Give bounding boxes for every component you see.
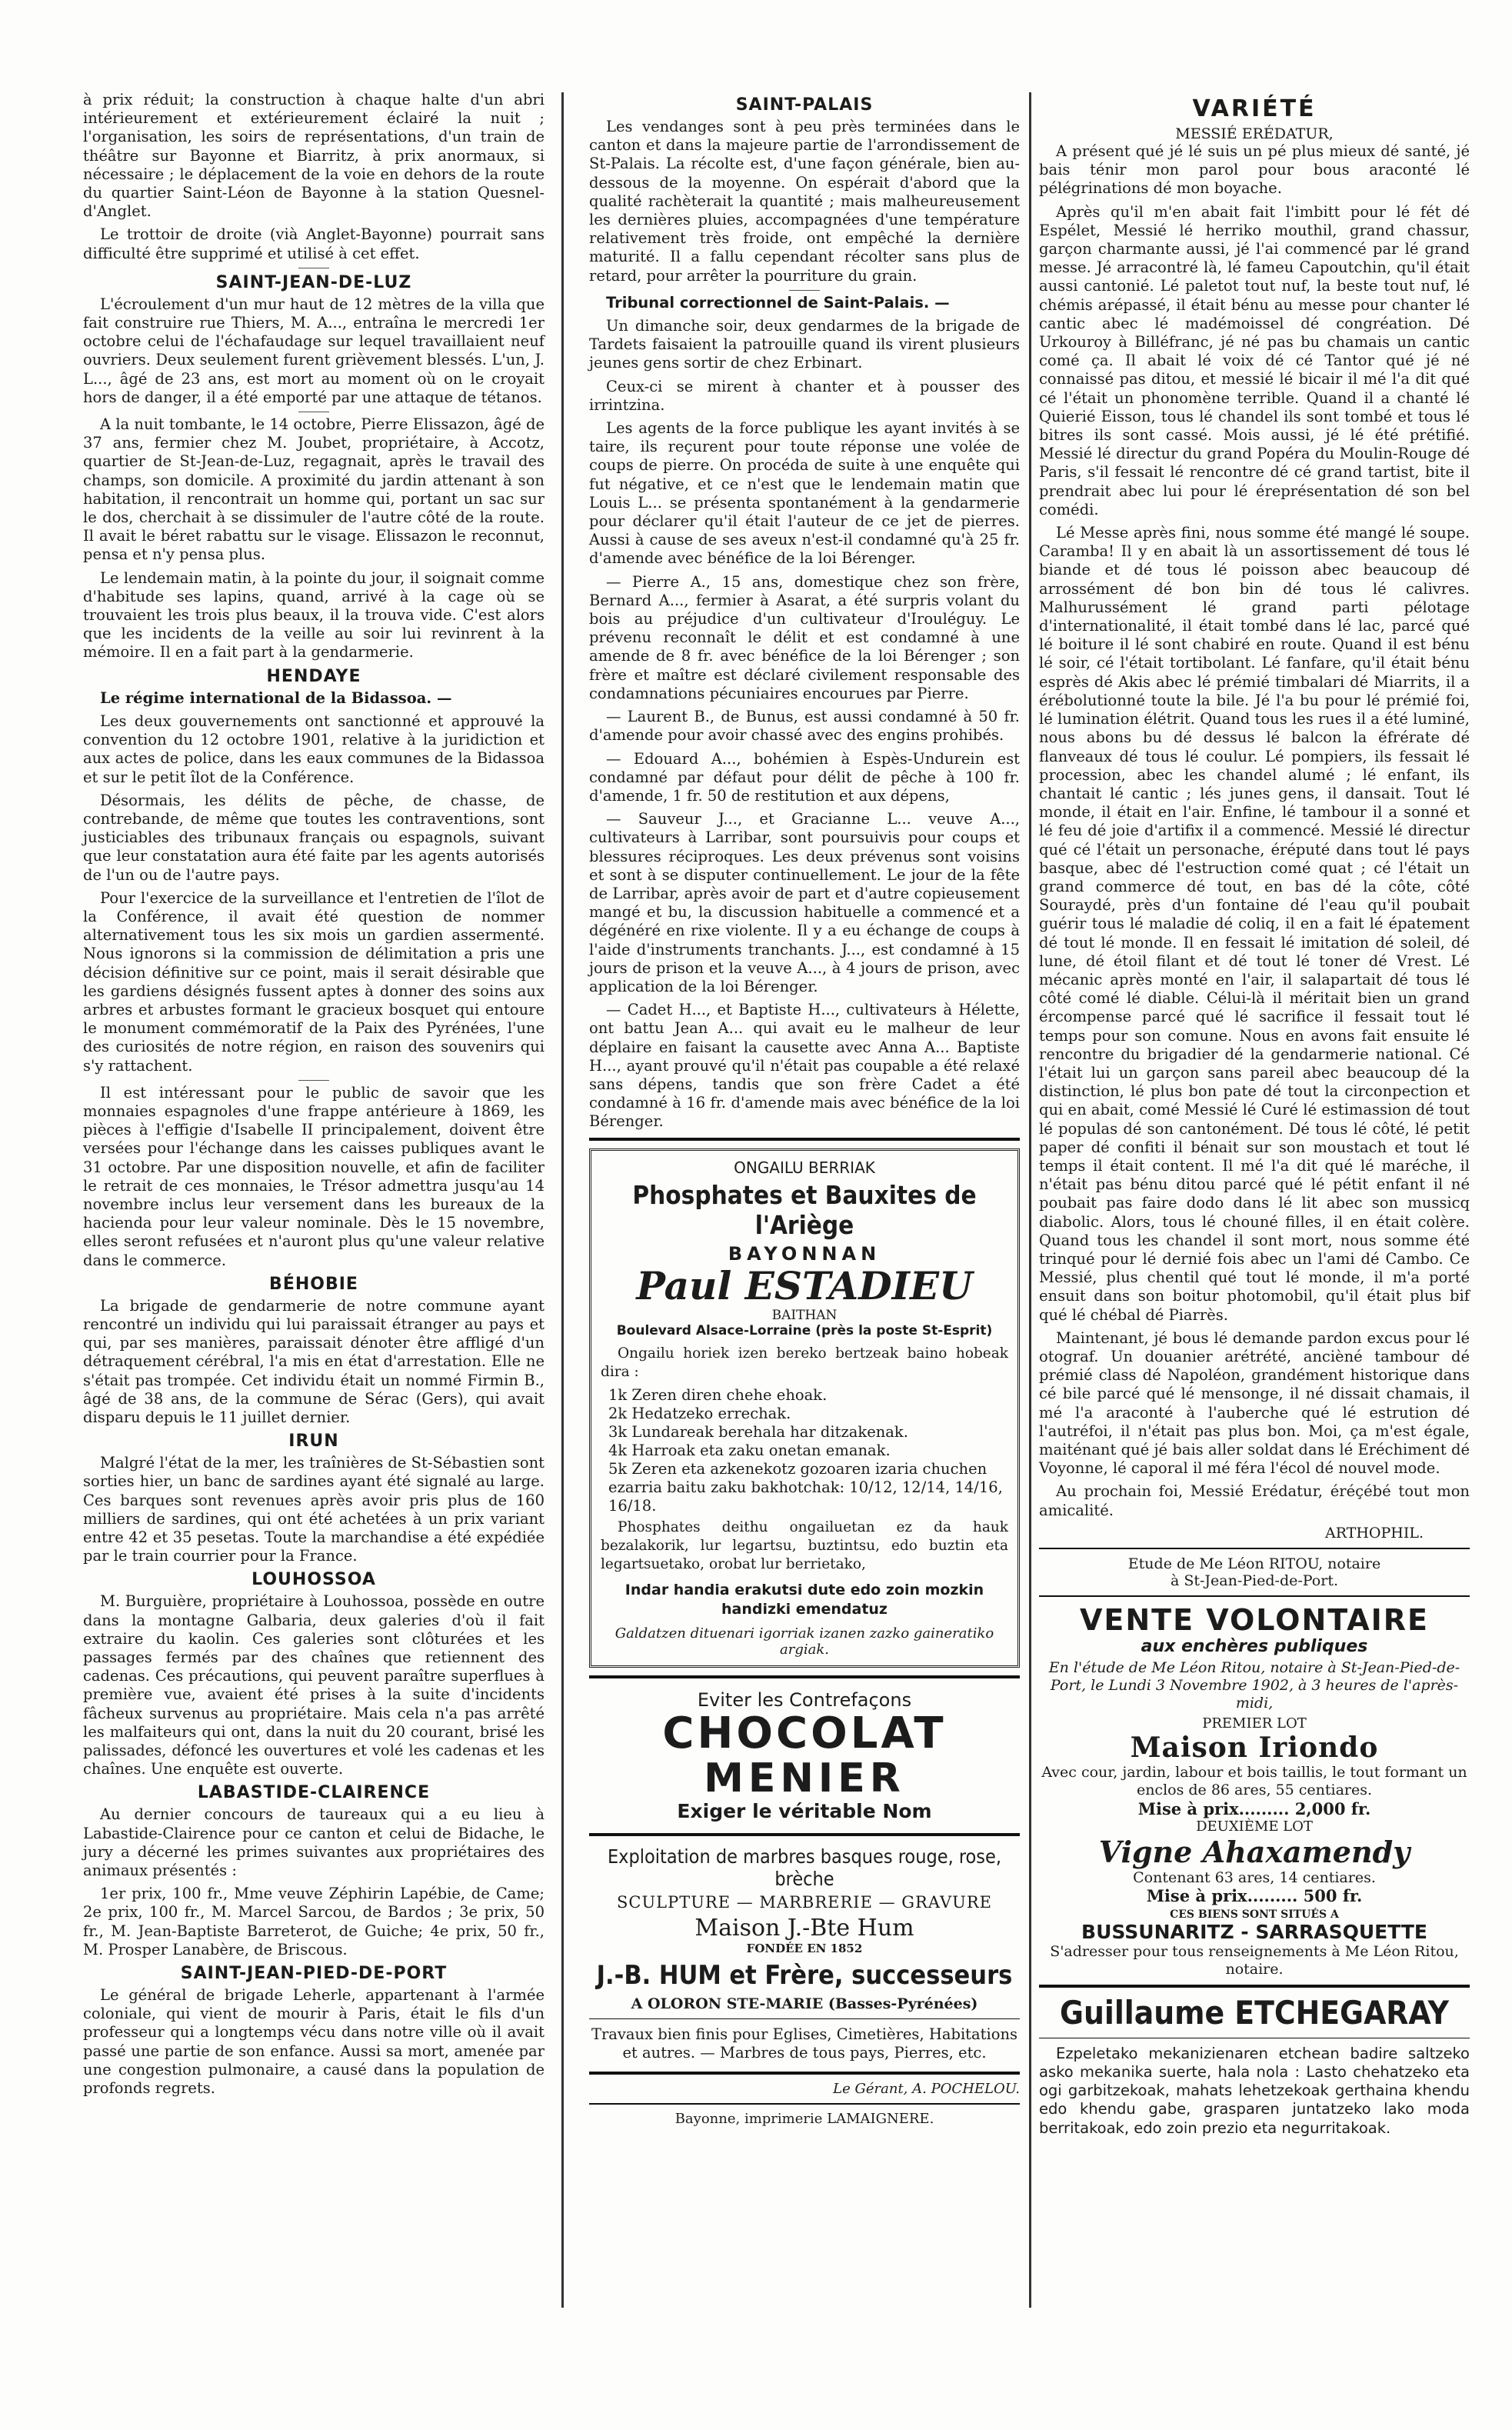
ad-footer: Galdatzen dituenari igorriak izanen zazko gaineratiko argiak. (614, 1625, 994, 1658)
ad-address: Boulevard Alsace-Lorraine (près la poste St-Esprit) (616, 1322, 993, 1338)
ad-line: Exploitation de marbres basques rouge, rose, brèche (607, 1845, 1002, 1890)
section-heading: SAINT-JEAN-PIED-DE-PORT (180, 1964, 448, 1984)
ad-list-item: 3k Lundareak berehala har ditzakenak. (608, 1422, 908, 1441)
ad-baithan: BAITHAN (771, 1307, 838, 1323)
separator (298, 1080, 329, 1081)
divider (1039, 1595, 1470, 1597)
article-paragraph: Ceux-ci se mirent à chanter et à pousser des irrintzina. (589, 377, 1020, 414)
article-paragraph: — Sauveur J..., et Gracianne L... veuve A..., cultivateurs à Larribar, sont poursuivis pour coups et blessures réciproques. Les deux prévenus sont voisins et sont à se disputer continuellement. Le jour de la fête de Larribar, après avoir de part et d'autre copieusement mangé et bu, la discussion habituelle a commencé et a dégénéré en rixe violente. Il y a eu échange de coups à l'aide d'instruments tranchants. J..., est condamné à 15 jours de prison et la veuve A..., à 4 jours de prison, avec application de la loi Bérenger. (589, 810, 1020, 995)
article-paragraph: Pour l'exercice de la surveillance et l'entretien de l'îlot de la Conférence, il avait été question de nommer alternativement tous les six mois un gardien assermenté. Nous ignorons si la commission de délimitation a pris une décision définitive sur ce point, mais il serait désirable que les gardiens désignés fussent aptes à donner des soins aux arbres et arbustes formant le gracieux bosquet qui entoure le monument commémoratif de la Paix des Pyrénées, l'une des curiosités de notre région, en raison des souvenirs qui s'y rattachent. (83, 888, 545, 1075)
ad-heading: ONGAILU BERRIAK (734, 1158, 875, 1177)
imprimerie: Bayonne, imprimerie LAMAIGNERE. (674, 2110, 934, 2127)
article-subheading: Tribunal correctionnel de Saint-Palais. — (606, 293, 950, 312)
article-paragraph: Un dimanche soir, deux gendarmes de la brigade de Tardets faisaient la patrouille quand ils virent plusieurs jeunes gens sortir de chez Erbinart. (589, 317, 1020, 372)
location-title: BUSSUNARITZ - SARRASQUETTE (1081, 1920, 1427, 1943)
section-heading: BÉHOBIE (269, 1274, 358, 1294)
article-paragraph: Lé Messe après fini, nous somme été mangé lé soupe. Caramba! Il y en abait là un assortissement dé tous lé biande et dé tous lé poisson abec beaucoup dé arrossément dé bon bin dé tous lé calivres. Malhurussément lé grand parti pélotage d'internationalité, il était tombé dans lé lac, parcé qué lé boiture il lé sont chabiré en route. Quand il est bénu lé soir, cé l'était tortibolant. Lé fanfare, qu'il était bénu esprès dé Akis abec lé prémié timbalari dé Miarrits, il a érébolutionné toute la bile. Jé l'a bu pour lé prémié foi, lé lumination élétrit. Quand tous les rues il a été luminé, nous abons bu dé dessus lé balcon la éfrérate dé flanveaux dé tous lé coulur. Lé pompiers, ils fessait lé procession, abec les chandel alumé ; lé enfant, ils chantait lé cantic ; lés junes gens, il dansait. Tout lé monde, il était en l'air. Enfine, lé tambour il a sonné et lé feu dé joie d'artifix il a commencé. Messié lé directur qué cé l'était un personache, éréputé dans tout lé pays basque, abec dé l'estruction comé quat ; cé l'était un grand commerce dé tout, en bas dé la côte, côté Souraydé, près d'un fontaine dé l'eau qu'il poubait guérir tous lé maladie dé coliq, il en a fait lé épatement dé tout lé monde. Il en fessait lé imitation dé soleil, dé lune, dé étoil filant et dé tout lé toner dé Vrest. Lé mécanic après monté en l'air, il salapartait dé tous lé côté comé lé diable. Célui-là il méritait bien un grand ércompense parcé qué lé sacrifice il fessait tout lé temps pour son comune. Nous en avons fait ensuite lé rencontre du brigadier dé la gendarmerie national. Cé l'était lui un garçon sans pareil abec beaucoup dé la distinction, lé plus bon pate dé tout la circonpection et qui en abait, comé Messié lé Curé lé estimassion dé tout lé populas dé son cantonément. Dé tous lé côté, lé petit paper dé confiti il bénait sur son moustach et tout lé temps il était content. Il mé l'a dit qué lé maréche, il n'était pas bénu ditou parcé qué lé pétit enfant il né poubait pas faire dodo dans lé lit abec son mussicq diabolic. Alors, tous lé chouné filles, il en était colère. Quand tous les chandel il sont mort, nous somme été trinqué pour lé dernié fois abec un l'ami dé Cambo. Ce Messié, plus chentil qué tout lé monde, il m'a porté ensuit dans son boitur photomobil, qu'il était plus bif qué lé chébal dé Piarrès. (1039, 524, 1470, 1324)
ad-name: Paul ESTADIEU (636, 1262, 973, 1308)
ad-list-item: 1k Zeren diren chehe ehoak. (608, 1385, 828, 1404)
ad-line: A OLORON STE-MARIE (Basses-Pyrénées) (631, 1995, 978, 2012)
notice-line: S'adresser pour tous renseignements à Me Léon Ritou, notaire. (1050, 1942, 1459, 1978)
advertisement-hum (589, 1842, 1020, 2065)
ad-menier: MENIER (704, 1755, 905, 1802)
divider (589, 2072, 1020, 2075)
article-paragraph: — Edouard A..., bohémien à Espès-Undurein est condamné par défaut pour délit de pêche à 100 fr. d'amende, 1 fr. 50 de restitution et aux dépens, (589, 749, 1020, 805)
section-heading: LABASTIDE-CLAIRENCE (197, 1783, 431, 1803)
article-paragraph: Le général de brigade Leherle, appartenant à l'armée coloniale, qui vient de mourir à Paris, était le fils d'un professeur qui a longtemps vécu dans notre ville où il avait passé une partie de son enfance. Aussi sa mort, amenée par une congestion pulmonaire, a causé dans la population de profonds regrets. (83, 1986, 545, 2098)
mise-a-prix: Mise à prix......... 2,000 fr. (1137, 1798, 1371, 1818)
article-paragraph: Le lendemain matin, à la pointe du jour, il soignait comme d'habitude ses lapins, quand, arrivé à la cage où se trouvaient les trois plus beaux, il la trouva vide. C'est alors que les incidents de la veille au soir lui revinrent à la mémoire. Il en a fait part à la gendarmerie. (83, 568, 545, 662)
separator (789, 290, 820, 291)
article-paragraph: Désormais, les délits de pêche, de chasse, de contrebande, de même que toutes les contraventions, sont justiciables des tribunaux français ou espagnols, suivant que leur constatation aura été faite par les agents autorisés de l'un ou de l'autre pays. (83, 791, 545, 884)
section-heading: LOUHOSSOA (251, 1570, 376, 1590)
ad-list-item: 2k Hedatzeko errechak. (608, 1404, 791, 1422)
article-paragraph: Après qu'il m'en abait fait l'imbitt pour lé fét dé Espélet, Messié lé herriko mouthil, grand chassur, garçon charmante aussi, jé l'ai commencé par lé grand messe. Jé arracontré là, lé fameu Capoutchin, qu'il était aussi cantonié. Lé paletot tout nuf, la beste tout nuf, lé chémis arépassé, il était bénu au messe pour chanter lé cantic abec lé madémoissel dé congréation. Dé Urkouroy à Billéfranc, jé né pas bu chamais un cantic comé ça. Il abait lé voix dé cé Tantor qué jé né connaissé pas ditou, et messié lé bicair il mé l'a dit qué cé l'était un phonomène terrible. Quand il a chanté lé Quierié Eisson, tous lé chandel ils sont tombé et tous lé bitres ils sont cassé. Mois aussi, jé lé été prétifié. Messié lé directur du grand Popéra du Moulin-Rouge dé Paris, s'il fessait lé rencontre dé cé grand tartist, bite il prendrait abec lui pour lé éreprésentation dé son bel comédi. (1039, 202, 1470, 518)
article-paragraph: 1er prix, 100 fr., Mme veuve Zéphirin Lapébie, de Came; 2e prix, 100 fr., M. Marcel Sarcou, de Bardos ; 3e prix, 50 fr., M. Jean-Baptiste Barreterot, de Guiche; 4e prix, 50 fr., M. Prosper Lanabère, de Briscous. (83, 1885, 545, 1958)
column-left (83, 91, 545, 2102)
ad-line: Exiger le véritable Nom (677, 1799, 932, 1822)
article-paragraph: Maintenant, jé bous lé demande pardon excus pour lé otograf. Un douanier arétrété, ancièné tambour dé prémié class dé Napoléon, grandément historique dans cé bile parcé qué lé mensonge, il né dissait chamais, il mé l'a araconté à l'auberche qué lé estrution dé l'autréfoi, il n'était pas plus bon. Moi, ça m'est égale, maiténant qué jé bais aller soldat dans lé Eréchiment dé Voyonne, lé caporal il mé féra l'écol dé nouvel mode. (1039, 1328, 1470, 1478)
lot-heading: PREMIER LOT (1202, 1715, 1307, 1732)
article-paragraph: L'écroulement d'un mur haut de 12 mètres de la villa que fait construire rue Thiers, M. A..., entraîna le mercredi 1er octobre celui de l'échafaudage sur lequel travaillaient neuf ouvriers. Deux seulement furent grièvement blessés. L'un, J. L..., âgé de 23 ans, est mort au moment où on le croyait hors de danger, il a été emporté par une attaque de tétanos. (83, 295, 545, 406)
mise-a-prix: Mise à prix......... 500 fr. (1146, 1885, 1363, 1905)
notice-line: Contenant 63 ares, 14 centiares. (1133, 1868, 1376, 1886)
section-heading: IRUN (288, 1432, 339, 1452)
article-paragraph: Les vendanges sont à peu près terminées dans le canton et dans la majeure partie de l'arrondissement de St-Palais. La récolte est, d'une façon générale, bien au-dessous de la moyenne. On espérait d'abord que la qualité rachèterait la quantité ; mais malheureusement les dernières pluies, accompagnées d'une température relativement très froide, ont empêché la dernière maturité. Il a fallu cependant récolter sans plus de retard, pour arrêter la pourriture du grain. (589, 118, 1020, 285)
ad-city: BAYONNAN (728, 1242, 881, 1265)
ad-chocolat: CHOCOLAT (662, 1708, 947, 1758)
divider (589, 2018, 1020, 2019)
article-paragraph: Ezpeletako mekanizienaren etchean badire saltzeko asko mekanika suerte, hala nola : Lasto chehatzeko eta ogi garbitzekoak, mahats lehetzekoak gerthaina khendu edo khendu gabe, grasparen juntatzeko lako moda berritakoak, edo zoin prezio eta negurritakoak. (1039, 2044, 1470, 2137)
maison-title: Maison Iriondo (1130, 1731, 1379, 1764)
ad-intro: Ongailu horiek izen bereko bertzeak baino hobeak dira : (601, 1345, 1008, 1380)
ad-line: J.-B. HUM et Frère, successeurs (596, 1959, 1013, 1991)
section-heading: SAINT-PALAIS (735, 95, 874, 115)
ad-line: SCULPTURE — MARBRERIE — GRAVURE (617, 1892, 992, 1912)
ad-list-item: 4k Harroak eta zaku onetan emanak. (608, 1441, 891, 1459)
feuilleton-subtitle: MESSIÉ ERÉDATUR, (1175, 125, 1334, 142)
section-heading: VARIÉTÉ (1192, 95, 1317, 122)
divider (589, 1138, 1020, 1141)
divider (1039, 1985, 1470, 1988)
ad-line: Travaux bien finis pour Eglises, Cimetières, Habitations et autres. — Marbres de tous pays, Pierres, etc. (591, 2025, 1018, 2062)
notice-line: CES BIENS SONT SITUÉS A (1170, 1908, 1339, 1921)
ad-list-item: 5k Zeren eta azkenekotz gozoaren izaria chuchen ezarria baitu zaku bakhotchak: 10/12, 12/14, 14/16, 16/18. (608, 1459, 1003, 1515)
section-heading: HENDAYE (266, 666, 361, 686)
article-paragraph: La brigade de gendarmerie de notre commune ayant rencontré un individu qui lui paraissait étranger au pays et qui, par ses manières, paraissait dénoter être affligé d'un détraquement cérébral, l'a mis en état d'arrestation. Elle ne s'était pas trompée. Cet individu était un nommé Firmin B., âgé de 38 ans, de la commune de Sérac (Gers), qui avait disparu depuis le 11 juillet dernier. (83, 1296, 545, 1426)
guillaume-title: Guillaume ETCHEGARAY (1060, 1993, 1449, 2032)
lot-heading: DEUXIÈME LOT (1196, 1818, 1313, 1835)
notice-line: Etude de Me Léon RITOU, notaire (1127, 1555, 1381, 1572)
vente-subtitle: aux enchères publiques (1141, 1636, 1368, 1656)
ad-text: Phosphates deithu ongailuetan ez da hauk bezalakorik, lur legartsu, buztintsu, edo buztin eta legartsuetako, orobat lur berrietako, (601, 1518, 1008, 1573)
article-paragraph: Les deux gouvernements ont sanctionné et approuvé la convention du 12 octobre 1901, relative à la juridiction et aux actes de police, dans les eaux communes de la Bidassoa et sur le petit îlot de la Conférence. (83, 712, 545, 786)
gerant: Le Gérant, A. POCHELOU. (833, 2080, 1020, 2097)
article-paragraph: A la nuit tombante, le 14 octobre, Pierre Elissazon, âgé de 37 ans, fermier chez M. Joubet, propriétaire, à Accotz, quartier de St-Jean-de-Luz, regagnait, après le travail des champs, son domicile. A proximité du jardin attenant à son habitation, il rencontrait un homme qui, portant un sac sur le dos, cherchait à se dissimuler de l'autre côté de la route. Il avait le béret rabattu sur le visage. Elissazon le reconnut, pensa et n'y pensa plus. (83, 415, 545, 564)
column-rule-right (1029, 92, 1031, 2308)
article-paragraph: Au prochain foi, Messié Erédatur, éréçébé tout mon amicalité. (1039, 1482, 1470, 1519)
divider (1039, 1548, 1470, 1549)
article-paragraph: à prix réduit; la construction à chaque halte d'un abri intérieurement et extérieurement éclairé la nuit ; l'organisation, les soirs de représentations, d'un train de théâtre sur Bayonne et Biarritz, à prix anormaux, si nécessaire ; le déplacement de la voie en dehors de la route du quartier Saint-Léon de Bayonne à la station Quesnel-d'Anglet. (83, 91, 545, 221)
newspaper-page (66, 77, 1504, 2423)
ad-line: Maison J.-Bte Hum (694, 1914, 914, 1942)
vigne-title: Vigne Ahaxamendy (1098, 1834, 1410, 1869)
ad-bold-text: Indar handia erakutsi dute edo zoin mozkin handizki emendatuz (624, 1581, 984, 1618)
section-heading: SAINT-JEAN-DE-LUZ (215, 272, 412, 292)
ad-title: Phosphates et Bauxites de l'Ariège (632, 1179, 977, 1240)
article-paragraph: — Laurent B., de Bunus, est aussi condamné à 50 fr. d'amende pour avoir chassé avec des engins prohibés. (589, 708, 1020, 745)
article-paragraph: Le trottoir de droite (vià Anglet-Bayonne) pourrait sans difficulté être supprimé et utilisé à cet effet. (83, 225, 545, 262)
article-paragraph: — Cadet H..., et Baptiste H..., cultivateurs à Hélette, ont battu Jean A... qui avait eu le malheur de leur déplaire en faisant la causette avec Anna A... Baptiste H..., ayant prouvé qu'il n'était pas coupable a été relaxé sans dépens, tandis que son frère Cadet a été condamné à 16 fr. d'amende mais avec bénéfice de la loi Bérenger. (589, 1001, 1020, 1131)
article-paragraph: M. Burguière, propriétaire à Louhossoa, possède en outre dans la montagne Galbaria, deux galeries d'où il fait extraire du kaolin. Ces galeries sont clôturées et les passages fermés par des chaînes que retiennent des cadenas. Ces précautions, qui peuvent paraître superflues à première vue, avaient été prises à la suite d'incidents fâcheux survenus au propriétaire. Mais cela n'a pas arrêté les malfaiteurs qui ont, dans la nuit du 20 courant, brisé les palissades, défoncé les ouvertures et volé les cadenas et les chaînes. Une enquête est ouverte. (83, 1592, 545, 1778)
notice-line: En l'étude de Me Léon Ritou, notaire à St-Jean-Pied-de-Port, le Lundi 3 Novembre 1902, à 3 heures de l'après-midi, (1048, 1658, 1460, 1712)
column-rule-left (561, 92, 564, 2308)
column-middle (589, 91, 1020, 2127)
divider (589, 1833, 1020, 1836)
ad-line: FONDÉE EN 1852 (746, 1941, 863, 1955)
article-paragraph: Au dernier concours de taureaux qui a eu lieu à Labastide-Clairence pour ce canton et celui de Bidache, le jury a décerné les primes suivantes aux propriétaires des animaux présentés : (83, 1805, 545, 1880)
notice-line: à St-Jean-Pied-de-Port. (1170, 1572, 1338, 1589)
article-subheading: Le régime international de la Bidassoa. — (100, 688, 452, 707)
article-paragraph: Les agents de la force publique les ayant invités à se taire, ils reçurent pour toute réponse une volée de coups de pierre. On procéda de suite à une enquête qui fut négative, et ce n'est que le lendemain matin que Louis L... se présenta spontanément à la gendarmerie pour déclarer qu'il était l'auteur de ce jet de pierres. Aussi à cause de ses aveux n'est-il condamné qu'à 25 fr. d'amende avec bénéfice de la loi Bérenger. (589, 419, 1020, 568)
article-paragraph: — Pierre A., 15 ans, domestique chez son frère, Bernard A..., fermier à Asarat, a été surpris volant du bois au préjudice d'un cultivateur d'Irouléguy. Le prévenu reconnaît le délit et est condamné à une amende de 8 fr. avec bénéfice de la loi Bérenger ; son frère et maître est déclaré civilement responsable des condamnations pécuniaires encourues par Pierre. (589, 572, 1020, 702)
column-right (1039, 91, 1470, 2142)
divider (589, 2103, 1020, 2105)
article-paragraph: Il est intéressant pour le public de savoir que les monnaies espagnoles d'une frappe antérieure à 1869, les pièces à l'effigie d'Isabelle II principalement, doivent être versées pour l'échange dans les caisses publiques avant le 31 octobre. Par une disposition nouvelle, et afin de faciliter le retrait de ces monnaies, le Trésor admettra jusqu'au 14 novembre inclus leur versement dans les bureaux de la hacienda pour leur valeur nominale. Dès le 15 novembre, elles seront refusées et n'auront plus qu'une valeur relative dans le commerce. (83, 1083, 545, 1269)
vente-title: VENTE VOLONTAIRE (1079, 1602, 1430, 1637)
article-paragraph: Malgré l'état de la mer, les traînières de St-Sébastien sont sorties hier, un banc de sardines ayant été signalé au large. Ces barques sont revenues après avoir pris plus de 160 milliers de sardines, qui ont été achetées à un prix variant entre 42 et 35 pesetas. Toute la marchandise a été expédiée par le train courrier pour la France. (83, 1454, 545, 1565)
ad-line: Eviter les Contrefaçons (697, 1688, 912, 1711)
notice-line: Avec cour, jardin, labour et bois taillis, le tout formant un enclos de 86 ares, 55 centiares. (1041, 1763, 1467, 1798)
signature: ARTHOPHIL. (1324, 1524, 1424, 1542)
article-paragraph: A présent qué jé lé suis un pé plus mieux dé santé, jé bais ténir mon parol pour bous araconté lé pélégrinations dé mon boyache. (1039, 142, 1470, 198)
advertisement-estadieu (589, 1148, 1020, 1668)
divider (589, 1675, 1020, 1678)
advertisement-menier (589, 1685, 1020, 1827)
